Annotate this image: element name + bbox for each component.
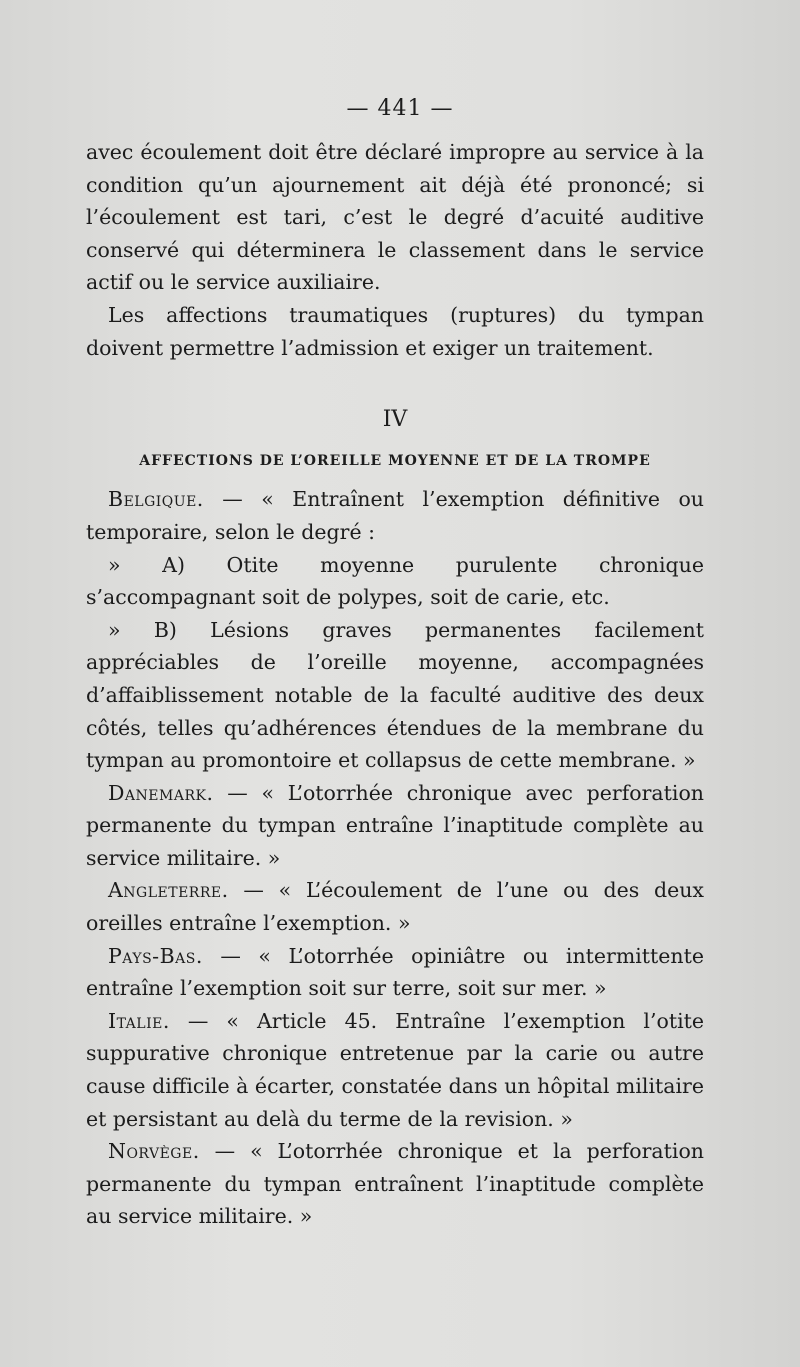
country-name: Danemark. <box>108 780 214 805</box>
entry-belgique-b <box>86 614 704 777</box>
country-name: Belgique. <box>108 487 204 512</box>
country-name: Norvège. <box>108 1139 200 1164</box>
entry-text: — « L’écoulement de l’une ou des deux oreilles entraîne l’exemption. » <box>86 878 704 936</box>
entry-angleterre <box>86 874 704 939</box>
entry-text: » B) Lésions graves permanentes facilement appréciables de l’oreille moyenne, accompagnées d’affaiblissement notable de la faculté auditive des deux côtés, telles qu’adhérences étendues de la membrane du tympan au promontoire et collapsus de cette membrane. » <box>86 617 704 773</box>
country-name: Pays-Bas. <box>108 943 203 968</box>
entry-italie <box>86 1005 704 1135</box>
entry-text: — « Article 45. Entraîne l’exemption l’otite suppurative chronique entretenue par la carie ou autre cause difficile à écarter, constatée dans un hôpital militaire et persistant au delà du terme de la revision. » <box>86 1008 704 1131</box>
entry-belgique-a <box>86 549 704 614</box>
entry-text: — « L’otorrhée chronique avec perforation permanente du tympan entraîne l’inaptitude complète au service militaire. » <box>86 780 704 870</box>
section-number: IV <box>382 407 408 433</box>
entry-text: — « Entraînent l’exemption définitive ou temporaire, selon le degré : <box>86 487 704 544</box>
country-name: Angleterre. <box>108 878 229 903</box>
page-number-header: — 441 — <box>346 96 454 121</box>
entry-belgique <box>86 483 704 548</box>
section-title: AFFECTIONS DE L’OREILLE MOYENNE ET DE LA TROMPE <box>139 452 651 469</box>
paragraph-traumatic: Les affections traumatiques (ruptures) du tympan doivent permettre l’admission et exiger un traitement. <box>86 302 704 360</box>
entry-pays-bas <box>86 940 704 1005</box>
country-name: Italie. <box>108 1008 170 1033</box>
entry-norvege <box>86 1135 704 1233</box>
entry-text: — « L’otorrhée opiniâtre ou intermittente entraîne l’exemption soit sur terre, soit sur mer. » <box>86 943 704 1001</box>
paragraph-continued: avec écoulement doit être déclaré impropre au service à la condition qu’un ajournement ait déjà été prononcé; si l’écoulement est tari, c’est le degré d’acuité auditive conservé qui déterminera le classement dans le service actif ou le service auxiliaire. <box>86 140 704 295</box>
page-body <box>86 136 704 1233</box>
entry-text: » A) Otite moyenne purulente chronique s’accompagnant soit de polypes, soit de carie, etc. <box>86 552 704 610</box>
entry-danemark <box>86 777 704 875</box>
entry-text: — « L’otorrhée chronique et la perforation permanente du tympan entraînent l’inaptitude complète au service militaire. » <box>86 1139 704 1229</box>
